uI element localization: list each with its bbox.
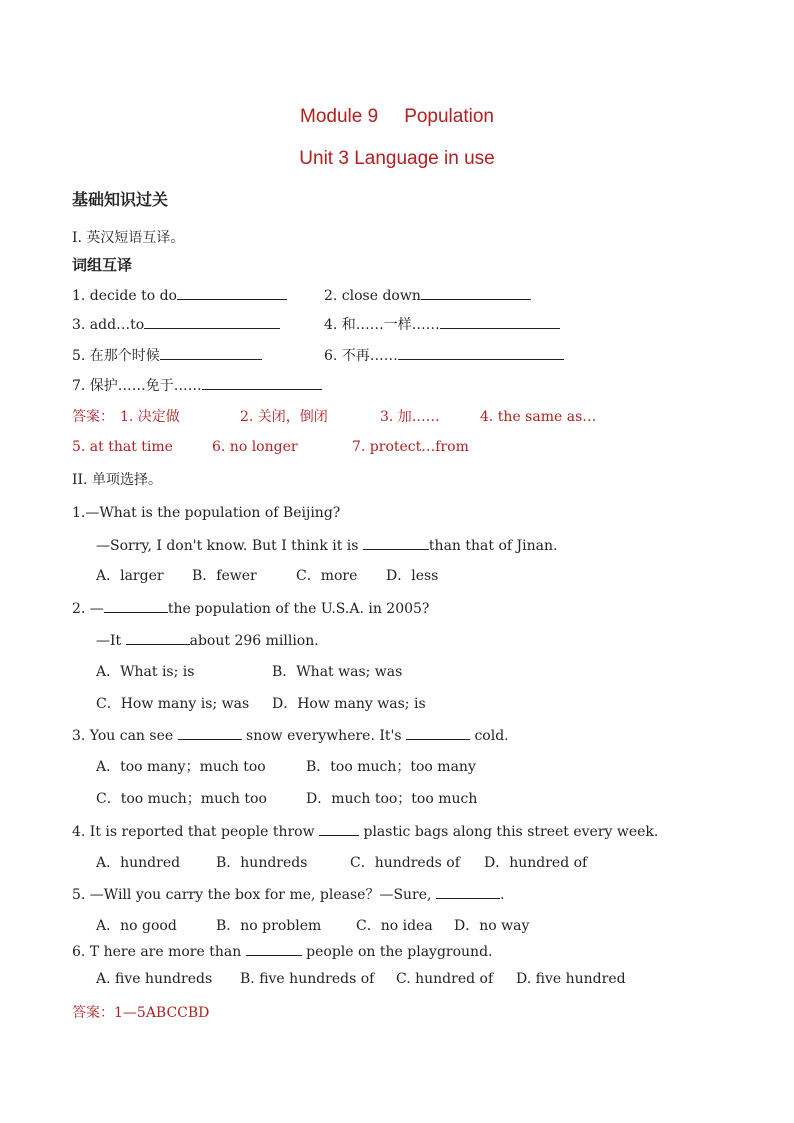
option: A．larger xyxy=(96,568,164,584)
answer-blank xyxy=(126,630,190,645)
part1-title: I. 英汉短语互译。 xyxy=(72,230,185,246)
option: A．hundred xyxy=(96,855,181,871)
option: B．fewer xyxy=(192,568,257,584)
answer-blank xyxy=(398,345,564,360)
phrase-item-5: 5. 在那个时候 xyxy=(72,345,262,366)
option: A．What is; is xyxy=(96,664,195,680)
part1-answer: 6. no longer xyxy=(212,439,298,455)
answer-blank xyxy=(406,725,470,740)
part1-answer-label: 答案： xyxy=(72,409,114,425)
answer-blank xyxy=(363,535,429,550)
option: A. five hundreds xyxy=(96,971,213,987)
module-title xyxy=(0,106,794,128)
answer-blank xyxy=(144,314,280,329)
option: C．hundreds of xyxy=(350,855,460,871)
phrase-item-1: 1. decide to do xyxy=(72,285,287,306)
part1-answer: 4. the same as… xyxy=(480,409,597,425)
question-2-line-2: —It about 296 million. xyxy=(96,630,319,651)
option: C．How many is; was xyxy=(96,696,250,712)
answer-blank xyxy=(436,884,500,899)
option: C. hundred of xyxy=(396,971,494,987)
option: B. five hundreds of xyxy=(240,971,375,987)
answer-blank xyxy=(421,285,531,300)
option: D．How many was; is xyxy=(272,696,426,712)
option: A．no good xyxy=(96,918,177,934)
option: D. five hundred xyxy=(516,971,626,987)
phrase-item-2: 2. close down xyxy=(324,285,531,306)
option: D．no way xyxy=(454,918,530,934)
part1-answer: 7. protect…from xyxy=(352,439,469,455)
question-3-line-1: 3. You can see snow everywhere. It's cold. xyxy=(72,725,509,746)
answer-blank xyxy=(160,345,262,360)
question-6-line-1: 6. T here are more than people on the playground. xyxy=(72,941,493,962)
question-5-line-1: 5. —Will you carry the box for me, please？—Sure, . xyxy=(72,884,504,905)
answer-blank xyxy=(440,314,560,329)
module-number: Module 9 xyxy=(300,106,379,127)
answer-blank xyxy=(202,375,322,390)
option: C．more xyxy=(296,568,358,584)
phrase-item-3: 3. add…to xyxy=(72,314,280,335)
question-1-line-2: —Sorry, I don't know. But I think it is than that of Jinan. xyxy=(96,535,557,556)
option: B．hundreds xyxy=(216,855,308,871)
answer-blank xyxy=(177,285,287,300)
option: D．hundred of xyxy=(484,855,588,871)
unit-title: Unit 3 Language in use xyxy=(299,148,495,169)
option: D．much too；too much xyxy=(306,791,478,807)
option: B．What was; was xyxy=(272,664,403,680)
part1-answer: 5. at that time xyxy=(72,439,173,455)
part1-answer: 2. 关闭，倒闭 xyxy=(240,409,328,425)
phrase-item-4: 4. 和……一样…… xyxy=(324,314,560,335)
part2-answer: 答案：1—5ABCCBD xyxy=(72,1005,210,1021)
option: C．too much；much too xyxy=(96,791,267,807)
option: B．no problem xyxy=(216,918,322,934)
option: B．too much；too many xyxy=(306,759,476,775)
part1-subtitle: 词组互译 xyxy=(72,256,133,274)
part2-title: II. 单项选择。 xyxy=(72,472,162,488)
answer-blank xyxy=(104,598,168,613)
phrase-item-6: 6. 不再…… xyxy=(324,345,564,366)
option: D．less xyxy=(386,568,439,584)
answer-blank xyxy=(246,941,302,956)
section-heading: 基础知识过关 xyxy=(72,190,169,209)
part1-answer: 3. 加…… xyxy=(380,409,440,425)
part1-answer: 1. 决定做 xyxy=(120,409,180,425)
module-topic: Population xyxy=(404,106,494,127)
question-1-line-1: 1.—What is the population of Beijing? xyxy=(72,505,341,521)
answer-blank xyxy=(319,821,359,836)
option: A．too many；much too xyxy=(96,759,266,775)
phrase-item-7: 7. 保护……免于…… xyxy=(72,375,322,396)
option: C．no idea xyxy=(356,918,433,934)
answer-blank xyxy=(178,725,242,740)
question-2-line-1: 2. — the population of the U.S.A. in 2005? xyxy=(72,598,429,619)
question-4-line-1: 4. It is reported that people throw plastic bags along this street every week. xyxy=(72,821,658,842)
